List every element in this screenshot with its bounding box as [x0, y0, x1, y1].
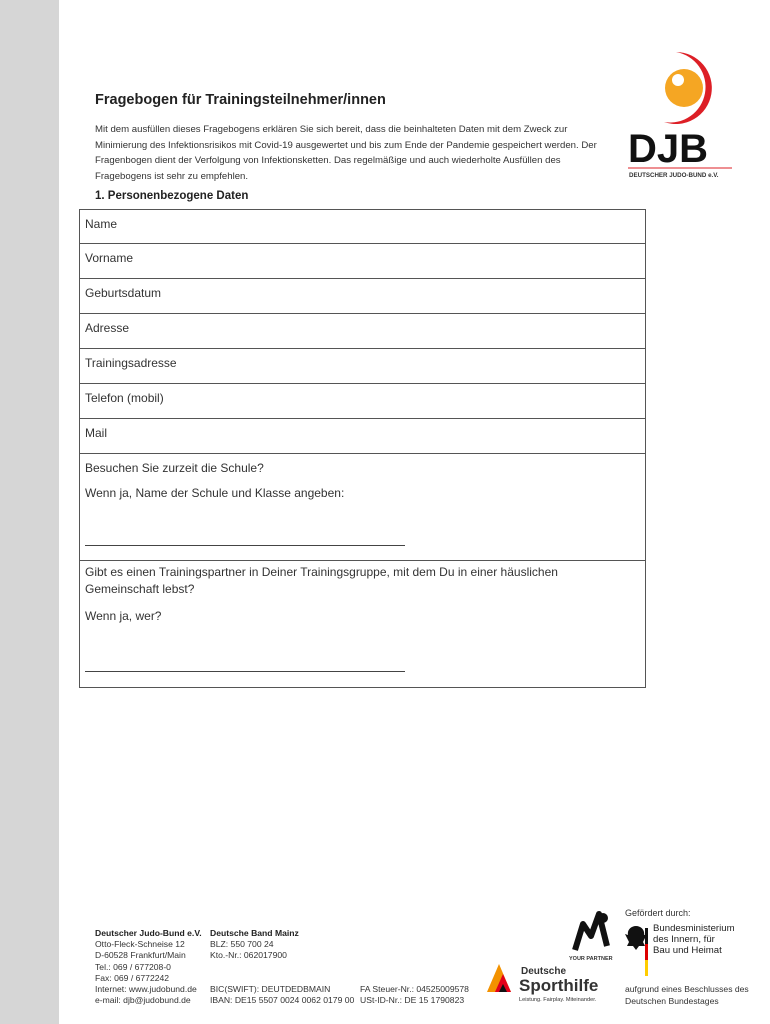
partner-logo	[565, 906, 617, 962]
footer-bank: Deutsche Band Mainz BLZ: 550 700 24 Kto.-Nr.: 062017900 BIC(SWIFT): DEUTDEDBMAIN IBAN: DE15 5507 0024 0062 0179 00	[210, 928, 355, 1006]
field-mail[interactable]	[80, 419, 645, 454]
field-label: Mail	[85, 426, 108, 440]
footer-tax: FA Steuer-Nr.: 04525009578 USt-ID-Nr.: DE 15 1790823	[360, 984, 469, 1006]
field-geburtsdatum[interactable]	[80, 279, 645, 314]
school-answer-line[interactable]	[85, 545, 405, 546]
bmi-logo	[623, 922, 743, 982]
svg-text:Deutsche: Deutsche	[521, 966, 567, 977]
aufgrund-text: aufgrund eines Beschlusses des Deutschen Bundestages	[625, 984, 749, 1006]
logo-white-dot	[672, 74, 684, 86]
gefoerdert-label: Gefördert durch:	[625, 908, 691, 918]
logo-subtext: DEUTSCHER JUDO-BUND e.V.	[629, 172, 719, 179]
personal-data-form	[79, 209, 646, 688]
djb-logo	[626, 30, 736, 182]
svg-text:Sporthilfe: Sporthilfe	[519, 976, 599, 995]
field-trainingsadresse[interactable]	[80, 349, 645, 384]
field-label: Geburtsdatum	[85, 286, 162, 300]
field-label: Trainingsadresse	[85, 356, 177, 370]
partner-followup: Wenn ja, wer?	[85, 609, 162, 623]
intro-paragraph: Mit dem ausfüllen dieses Fragebogens erklären Sie sich bereit, dass die beinhalteten Daten mit dem Zweck zur Minimierung des Infektionsrisikos mit Covid-19 ausgewertet und bis zum Ende der Pandemie gespeichert werden. Der Fragenbogen dient der Verfolgung von Infektionsketten. Das regelmäßige und auch wiederholte Ausfüllen des Fragebogens ist sehr zu empfehlen.	[95, 124, 597, 182]
school-followup: Wenn ja, Name der Schule und Klasse angeben:	[85, 486, 345, 500]
sporthilfe-logo	[485, 960, 615, 1002]
document-title: Fragebogen für Trainingsteilnehmer/innen	[95, 92, 386, 108]
logo-orange-circle	[665, 69, 703, 107]
field-label: Adresse	[85, 321, 130, 335]
field-telefon[interactable]	[80, 384, 645, 419]
bmi-text: Bundesministerium des Innern, für Bau und Heimat	[653, 923, 735, 956]
bank-name: Deutsche Band Mainz	[210, 928, 299, 938]
section-heading: 1. Personenbezogene Daten	[95, 190, 249, 202]
document-page	[59, 0, 770, 1024]
field-adresse[interactable]	[80, 314, 645, 349]
org-name: Deutscher Judo-Bund e.V.	[95, 928, 202, 938]
eagle-icon	[623, 922, 649, 980]
field-partner[interactable]	[80, 561, 645, 687]
partner-question: Gibt es einen Trainingspartner in Deiner Trainingsgruppe, mit dem Du in einer häuslichen Gemeinschaft lebst?	[85, 565, 558, 596]
field-school[interactable]	[80, 454, 645, 561]
school-question: Besuchen Sie zurzeit die Schule?	[85, 461, 264, 475]
svg-text:Leistung. Fairplay. Miteinande: Leistung. Fairplay. Miteinander.	[519, 997, 597, 1002]
partner-logo-text: YOUR PARTNER	[569, 956, 613, 962]
field-label: Telefon (mobil)	[85, 391, 164, 405]
field-name[interactable]	[80, 210, 645, 244]
field-vorname[interactable]	[80, 244, 645, 279]
field-label: Name	[85, 217, 118, 231]
logo-text: DJB	[628, 127, 709, 171]
partner-answer-line[interactable]	[85, 671, 405, 672]
field-label: Vorname	[85, 251, 134, 265]
footer-org: Deutscher Judo-Bund e.V. Otto-Fleck-Schneise 12 D-60528 Frankfurt/Main Tel.: 069 / 677208-0 Fax: 069 / 6772242 Internet: www.judobund.de e-mail: djb@judobund.de	[95, 928, 202, 1006]
